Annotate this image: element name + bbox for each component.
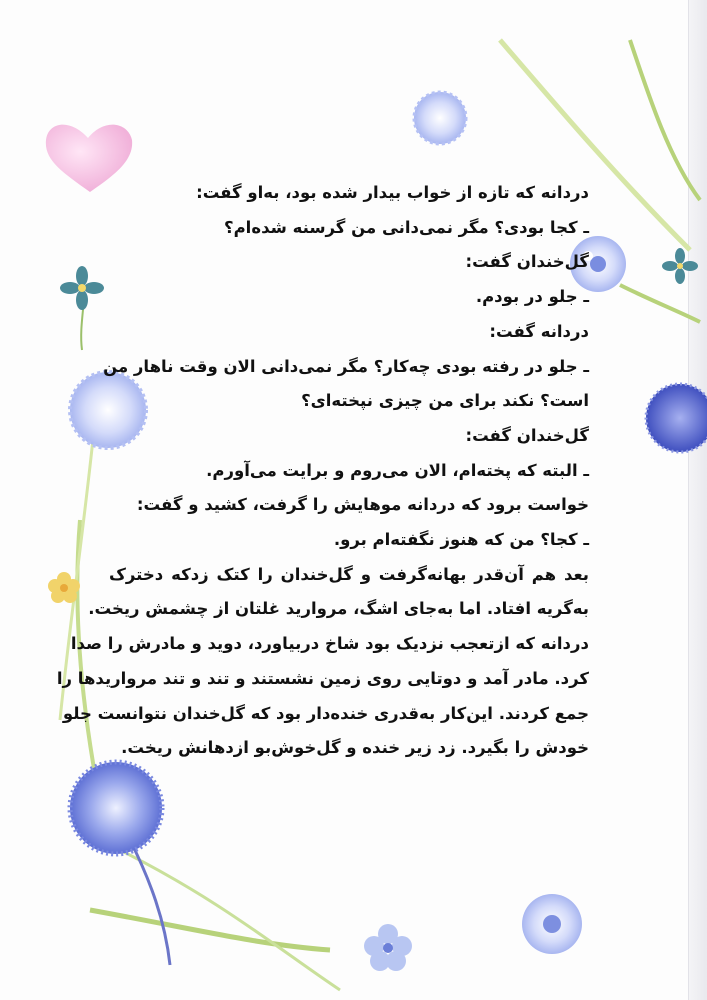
story-line: ـ جلو در بودم. <box>475 287 589 307</box>
story-line: دردانه گفت: <box>489 321 589 341</box>
flower-deep-right <box>646 384 707 452</box>
paragraph-line: به‌گریه افتاد. اما به‌جای اشگ، مروارید غلتان از چشمش ریخت. <box>88 599 589 619</box>
flower-blue-bottom <box>364 924 412 971</box>
story-line: خواست برود که دردانه موهایش را گرفت، کشید و گفت: <box>136 495 589 515</box>
story-line: ـ کجا بودی؟ مگر نمی‌دانی من گرسنه شده‌ام؟ <box>224 217 589 237</box>
stem-right-flower <box>620 285 700 322</box>
story-line: است؟ نکند برای من چیزی نپخته‌ای؟ <box>301 391 589 411</box>
flower-light-bottom-right <box>522 894 582 954</box>
paragraph-line: خودش را بگیرد. زد زیر خنده و گل‌خوش‌بو ازدهانش ریخت. <box>121 738 589 758</box>
story-line: ـ کجا؟ من که هنوز نگفته‌ام برو. <box>333 530 589 550</box>
stem-bottom-1 <box>90 910 330 950</box>
paragraph-line: بعد هم آن‌قدر بهانه‌گرفت و گل‌خندان را کتک زدکه دخترک <box>109 564 589 584</box>
story-line: دردانه که تازه از خواب بیدار شده بود، به‌او گفت: <box>196 183 589 202</box>
story-line: گل‌خندان گفت: <box>465 425 589 445</box>
leaf-flower-right <box>662 248 698 284</box>
stem-top-right-2 <box>630 40 700 200</box>
story-line: ـ البته که پخته‌ام، الان می‌روم و برایت می‌آورم. <box>206 460 589 480</box>
flower-blue-big <box>70 762 162 854</box>
story-line: ـ جلو در رفته بودی چه‌کار؟ مگر نمی‌دانی الان وقت ناهار من <box>103 356 589 376</box>
story-text <box>56 176 589 766</box>
paragraph-line: کرد. مادر آمد و دوتایی روی زمین نشستند و تند و تند مرواریدها را <box>56 668 589 688</box>
story-line: گل‌خندان گفت: <box>465 252 589 272</box>
flower-light-top <box>414 92 466 144</box>
paragraph-line: جمع کردند. این‌کار به‌قدری خنده‌دار بود که گل‌خندان نتوانست جلو <box>62 703 589 723</box>
paragraph-line: دردانه که ازتعجب نزدیک بود شاخ دربیاورد، دوید و مادرش را صدا <box>70 634 589 654</box>
leaf-flower-left <box>60 266 104 310</box>
